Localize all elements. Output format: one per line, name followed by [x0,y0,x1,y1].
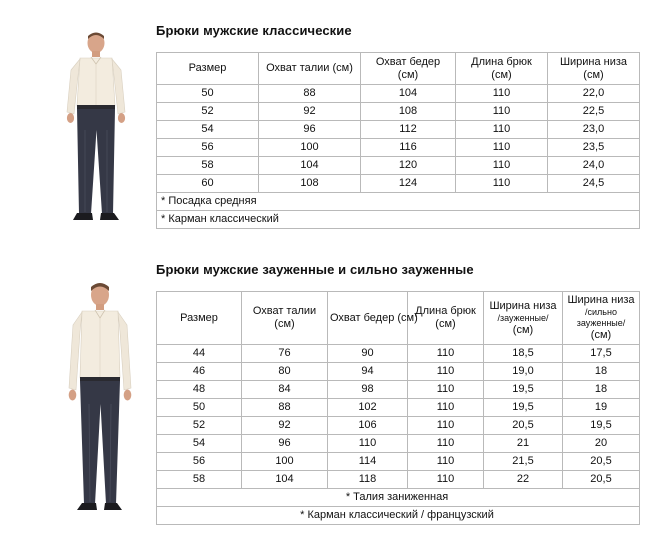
cell-waist: 80 [242,363,328,381]
cell-size: 56 [157,139,259,157]
table-row [157,175,640,193]
cell-length: 110 [456,157,548,175]
cell-size: 52 [157,103,259,121]
cell-hips: 102 [328,399,408,417]
cell-bottom-slim: 21,5 [484,453,563,471]
cell-hips: 110 [328,435,408,453]
header-length: Длина брюк (см) [456,53,548,85]
table-row [157,103,640,121]
cell-length: 110 [408,399,484,417]
cell-hips: 112 [361,121,456,139]
cell-length: 110 [408,381,484,399]
cell-bottom-extra-slim: 20 [563,435,640,453]
cell-length: 110 [408,435,484,453]
cell-bottom-extra-slim: 18 [563,363,640,381]
cell-size: 54 [157,435,242,453]
cell-bottom-extra-slim: 19,5 [563,417,640,435]
cell-waist: 108 [259,175,361,193]
cell-size: 44 [157,345,242,363]
slim-trousers-section [0,250,656,548]
table-row [157,345,640,363]
table-row [157,157,640,175]
table-row [157,453,640,471]
cell-size: 50 [157,85,259,103]
header-waist: Охват талии (см) [242,292,328,345]
cell-length: 110 [456,85,548,103]
cell-waist: 84 [242,381,328,399]
cell-length: 110 [408,417,484,435]
cell-hips: 118 [328,471,408,489]
cell-bottom-slim: 21 [484,435,563,453]
table-row [157,435,640,453]
header-size: Размер [157,53,259,85]
cell-bottom-extra-slim: 20,5 [563,453,640,471]
cell-bottom-extra-slim: 17,5 [563,345,640,363]
cell-waist: 100 [259,139,361,157]
cell-waist: 96 [242,435,328,453]
cell-length: 110 [456,121,548,139]
table-row [157,381,640,399]
cell-waist: 100 [242,453,328,471]
header-bottom-width-extra-slim: Ширина низа /сильно зауженные/ (см) [563,292,640,345]
model-classic-trousers-image [58,30,134,226]
table-note-row [157,193,640,211]
table-row [157,399,640,417]
cell-size: 60 [157,175,259,193]
table-row [157,121,640,139]
table-note-row [157,489,640,507]
table-row [157,471,640,489]
cell-bottom: 22,5 [548,103,640,121]
cell-hips: 90 [328,345,408,363]
cell-bottom-extra-slim: 20,5 [563,471,640,489]
cell-length: 110 [408,453,484,471]
header-hips: Охват бедер (см) [328,292,408,345]
classic-trousers-section [0,0,656,250]
note-pocket: * Карман классический [157,211,640,229]
table-note-row [157,211,640,229]
cell-size: 54 [157,121,259,139]
table-row [157,417,640,435]
header-length: Длина брюк (см) [408,292,484,345]
cell-size: 48 [157,381,242,399]
cell-hips: 124 [361,175,456,193]
cell-waist: 96 [259,121,361,139]
table-note-row [157,507,640,525]
cell-size: 52 [157,417,242,435]
cell-bottom: 23,0 [548,121,640,139]
cell-waist: 104 [242,471,328,489]
table-row [157,139,640,157]
cell-hips: 108 [361,103,456,121]
cell-waist: 76 [242,345,328,363]
cell-bottom-slim: 19,5 [484,381,563,399]
cell-bottom-slim: 20,5 [484,417,563,435]
cell-bottom-slim: 19,5 [484,399,563,417]
header-bottom-width-slim: Ширина низа /зауженные/ (см) [484,292,563,345]
classic-size-table [156,52,640,229]
note-waist: * Талия заниженная [157,489,640,507]
header-waist: Охват талии (см) [259,53,361,85]
cell-bottom-slim: 18,5 [484,345,563,363]
cell-bottom-slim: 22 [484,471,563,489]
cell-bottom: 22,0 [548,85,640,103]
cell-waist: 88 [242,399,328,417]
cell-hips: 98 [328,381,408,399]
header-bottom-width: Ширина низа (см) [548,53,640,85]
slim-trousers-title: Брюки мужские зауженные и сильно зауженные [156,262,474,277]
cell-bottom: 24,5 [548,175,640,193]
cell-size: 58 [157,471,242,489]
cell-hips: 104 [361,85,456,103]
cell-size: 56 [157,453,242,471]
cell-length: 110 [408,363,484,381]
cell-length: 110 [408,471,484,489]
model-slim-trousers-image [62,280,138,516]
header-size: Размер [157,292,242,345]
cell-hips: 106 [328,417,408,435]
cell-hips: 94 [328,363,408,381]
cell-bottom: 24,0 [548,157,640,175]
classic-trousers-title: Брюки мужские классические [156,23,352,38]
table-header-row [157,292,640,345]
note-pocket: * Карман классический / французский [157,507,640,525]
cell-waist: 104 [259,157,361,175]
cell-hips: 116 [361,139,456,157]
table-header-row [157,53,640,85]
cell-bottom-extra-slim: 18 [563,381,640,399]
table-row [157,363,640,381]
cell-bottom-slim: 19,0 [484,363,563,381]
cell-waist: 92 [259,103,361,121]
cell-waist: 88 [259,85,361,103]
cell-length: 110 [456,139,548,157]
cell-size: 50 [157,399,242,417]
cell-bottom: 23,5 [548,139,640,157]
note-fit: * Посадка средняя [157,193,640,211]
cell-hips: 120 [361,157,456,175]
cell-hips: 114 [328,453,408,471]
cell-bottom-extra-slim: 19 [563,399,640,417]
cell-length: 110 [456,175,548,193]
cell-size: 58 [157,157,259,175]
cell-length: 110 [408,345,484,363]
table-row [157,85,640,103]
header-hips: Охват бедер (см) [361,53,456,85]
cell-length: 110 [456,103,548,121]
cell-size: 46 [157,363,242,381]
cell-waist: 92 [242,417,328,435]
slim-size-table [156,291,640,525]
